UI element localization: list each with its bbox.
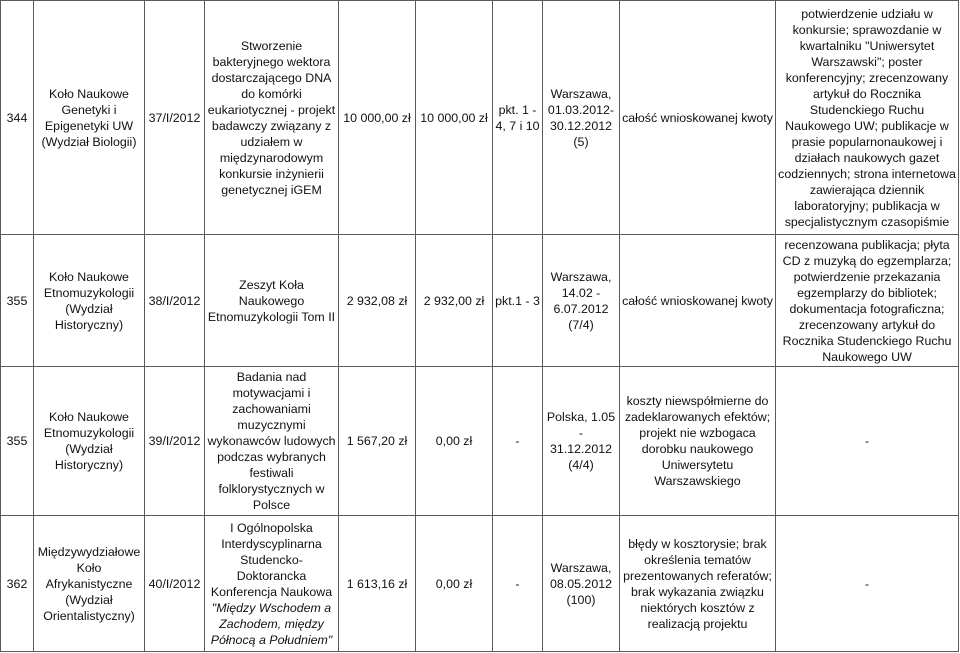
cell-project-title-line: festiwali	[249, 466, 294, 480]
cell-expected-outcome-line: -	[864, 434, 870, 448]
cell-project-title-line: Stworzenie	[240, 38, 303, 53]
cell-project-title-line: Konferencja Naukowa	[210, 584, 333, 599]
cell-expected-outcome-line: specjalistycznym czasopiśmie	[784, 214, 950, 229]
cell-amount-requested: 10 000,00 zł	[339, 1, 416, 235]
cell-funding-scope-line: dorobku naukowego	[641, 442, 754, 456]
cell-funding-scope-line: brak wykazania związku	[631, 584, 764, 599]
cell-organization	[34, 1, 145, 235]
cell-funding-scope-line: Uniwersytetu	[661, 458, 734, 472]
cell-expected-outcome-line: egzemplarzy do bibliotek;	[797, 285, 937, 300]
cell-place-date-line: 01.03.2012-	[547, 102, 615, 117]
cell-project-title-line: podczas wybranych	[217, 450, 326, 464]
cell-amount-granted: 0,00 zł	[416, 367, 493, 516]
cell-number: 362	[1, 516, 34, 652]
cell-place-date-line: Warszawa,	[550, 269, 612, 284]
cell-project-title-line: Zeszyt Koła	[239, 277, 304, 292]
cell-organization-line: Etnomuzykologii	[43, 285, 135, 300]
cell-place-date-line: 14.02 -	[561, 285, 601, 300]
cell-amount-granted: 2 932,00 zł	[416, 235, 493, 367]
cell-organization-line: Genetyki i	[61, 102, 117, 117]
cell-expected-outcome-line: kwartalniku "Uniwersytet	[799, 38, 935, 53]
cell-number: 355	[1, 367, 34, 516]
cell-project-title	[205, 516, 339, 652]
cell-number: 355	[1, 235, 34, 367]
cell-amount-requested: 1 613,16 zł	[339, 516, 416, 652]
cell-project-title-line: dostarczającego DNA	[211, 70, 332, 85]
cell-project-title-line: "Między Wschodem a	[211, 600, 332, 615]
cell-funding-scope-line: prezentowanych referatów;	[623, 568, 772, 583]
cell-organization-line: Koło Naukowe	[49, 269, 129, 284]
cell-project-title-line: Naukowego	[238, 293, 305, 308]
cell-place-date	[543, 516, 620, 652]
cell-organization-line: Koło	[76, 560, 102, 575]
cell-project-title-line: motywacjami i	[232, 386, 311, 400]
cell-project-title-line: folklorystycznych w	[218, 482, 325, 496]
cell-organization-line: Historyczny)	[54, 317, 124, 332]
table-row	[1, 516, 959, 652]
cell-number: 344	[1, 1, 34, 235]
cell-project-title-line: bakteryjnego wektora	[212, 54, 331, 69]
cell-place-date-line: 6.07.2012	[553, 301, 609, 316]
cell-place-date-line: 31.12.2012	[549, 442, 612, 456]
cell-organization-line: Historyczny)	[54, 458, 124, 472]
cell-reference: 38/I/2012	[145, 235, 205, 367]
cell-cost-items-line: pkt. 1 -	[498, 102, 537, 117]
cell-project-title-line: konkursie inżynierii	[219, 166, 324, 181]
cell-organization-line: Epigenetyki UW	[44, 118, 134, 133]
cell-expected-outcome	[776, 235, 959, 367]
cell-expected-outcome-line: prasie popularnonaukowej i	[791, 134, 943, 149]
cell-expected-outcome-line: recenzowana publikacja; płyta	[784, 237, 950, 252]
cell-organization-line: (Wydział	[65, 592, 113, 607]
table-row	[1, 235, 959, 367]
cell-project-title-line: międzynarodowym	[219, 150, 324, 165]
cell-place-date-line: 30.12.2012	[549, 118, 612, 133]
cell-funding-scope-line: projekt nie wzbogaca	[639, 426, 756, 440]
cell-funding-scope-line: całość wnioskowanej kwoty	[622, 110, 773, 125]
cell-organization-line: Międzywydziałowe	[37, 544, 141, 559]
cell-expected-outcome-line: laboratoryjny; publikacja w	[794, 198, 940, 213]
cell-expected-outcome	[776, 367, 959, 516]
cell-project-title-line: I Ogólnopolska	[230, 520, 313, 535]
cell-expected-outcome-line: artykuł do Rocznika	[812, 86, 922, 101]
cell-expected-outcome-line: CD z muzyką do egzemplarza;	[782, 253, 952, 268]
cell-project-title-line: zachowaniami	[232, 402, 311, 416]
cell-place-date-line: Warszawa,	[550, 86, 612, 101]
cell-organization	[34, 235, 145, 367]
cell-expected-outcome-line: zrecenzowany artykuł do	[798, 317, 936, 332]
cell-expected-outcome-line: konkursie; sprawozdanie w	[792, 22, 942, 37]
cell-project-title-line: Etnomuzykologii Tom II	[207, 309, 336, 324]
cell-organization	[34, 367, 145, 516]
table-row	[1, 367, 959, 516]
cell-project-title-line: genetycznej iGEM	[221, 182, 322, 197]
cell-project-title-line: Polsce	[252, 498, 291, 512]
cell-project-title	[205, 1, 339, 235]
cell-organization-line: (Wydział	[65, 301, 113, 316]
cell-organization-line: (Wydział Biologii)	[41, 134, 137, 149]
cell-expected-outcome-line: potwierdzenie udziału w	[801, 6, 933, 21]
table-row	[1, 1, 959, 235]
cell-project-title-line: wykonawców ludowych	[207, 434, 336, 448]
cell-funding-scope-line: określenia tematów	[644, 552, 751, 567]
cell-amount-granted: 10 000,00 zł	[416, 1, 493, 235]
cell-organization	[34, 516, 145, 652]
cell-expected-outcome-line: potwierdzenie przekazania	[793, 269, 941, 284]
cell-funding-scope	[620, 1, 776, 235]
cell-funding-scope-line: całość wnioskowanej kwoty	[622, 293, 773, 308]
cell-funding-scope	[620, 235, 776, 367]
cell-funding-scope	[620, 516, 776, 652]
cell-place-date	[543, 1, 620, 235]
cell-project-title-line: udziałem w	[240, 134, 303, 149]
cell-place-date-line: Warszawa,	[550, 560, 612, 575]
cell-place-date-line: Polska, 1.05 -	[546, 410, 616, 440]
cell-cost-items	[493, 516, 543, 652]
cell-expected-outcome-line: działach naukowych gazet	[794, 150, 940, 165]
cell-project-title	[205, 367, 339, 516]
cell-place-date	[543, 235, 620, 367]
cell-cost-items	[493, 1, 543, 235]
cell-expected-outcome-line: Studenckiego Ruchu	[809, 102, 925, 117]
cell-expected-outcome-line: Naukowego UW; publikacje w	[785, 118, 949, 133]
cell-project-title-line: Zachodem, między	[219, 616, 324, 631]
table-body	[1, 1, 959, 652]
cell-place-date-line: (5)	[573, 134, 589, 149]
cell-funding-scope-line: zadeklarowanych efektów;	[624, 410, 771, 424]
cell-amount-requested: 2 932,08 zł	[339, 235, 416, 367]
cell-place-date-line: (100)	[566, 592, 596, 607]
cell-cost-items-line: pkt.1 - 3	[495, 293, 540, 308]
cell-funding-scope-line: koszty niewspółmierne do	[626, 394, 769, 408]
cell-expected-outcome-line: Rocznika Studenckiego Ruchu	[782, 333, 952, 348]
cell-expected-outcome-line: konferencyjny; zrecenzowany	[785, 70, 949, 85]
cell-project-title	[205, 235, 339, 367]
cell-organization-line: (Wydział	[65, 442, 113, 456]
cell-expected-outcome-line: -	[864, 576, 870, 591]
cell-funding-scope-line: błędy w kosztorysie; brak	[628, 536, 767, 551]
cell-amount-requested: 1 567,20 zł	[339, 367, 416, 516]
cell-reference: 40/I/2012	[145, 516, 205, 652]
cell-place-date-line: (7/4)	[568, 317, 594, 332]
cell-expected-outcome-line: Warszawski"; poster	[811, 54, 923, 69]
cell-project-title-line: eukariotycznej - projekt	[207, 102, 336, 117]
cell-project-title-line: Studencko-	[240, 552, 303, 567]
cell-expected-outcome-line: Naukowego UW	[822, 349, 912, 364]
cell-cost-items-line: -	[515, 434, 520, 448]
cell-organization-line: Koło Naukowe	[49, 86, 129, 101]
cell-amount-granted: 0,00 zł	[416, 516, 493, 652]
cell-funding-scope-line: Warszawskiego	[654, 474, 741, 488]
cell-funding-scope-line: realizacją projektu	[647, 616, 748, 631]
cell-place-date-line: (4/4)	[568, 458, 594, 472]
cell-place-date-line: 08.05.2012	[549, 576, 612, 591]
cell-cost-items-line: 4, 7 i 10	[495, 118, 540, 133]
cell-organization-line: Afrykanistyczne	[45, 576, 133, 591]
cell-project-title-line: Doktorancka	[236, 568, 307, 583]
cell-reference: 39/I/2012	[145, 367, 205, 516]
cell-funding-scope	[620, 367, 776, 516]
cell-project-title-line: badawczy związany z	[211, 118, 332, 133]
cell-project-title-line: do komórki	[241, 86, 302, 101]
cell-cost-items	[493, 367, 543, 516]
cell-project-title-line: muzycznymi	[237, 418, 306, 432]
cell-project-title-line: Badania nad	[236, 370, 307, 384]
cell-expected-outcome-line: dokumentacja fotograficzna;	[789, 301, 945, 316]
cell-funding-scope-line: niektórych kosztów z	[640, 600, 755, 615]
cell-expected-outcome-line: zawierająca dziennik	[809, 182, 925, 197]
cell-expected-outcome	[776, 1, 959, 235]
cell-cost-items	[493, 235, 543, 367]
cell-reference: 37/I/2012	[145, 1, 205, 235]
cell-place-date	[543, 367, 620, 516]
cell-expected-outcome-line: codziennych; strona internetowa	[778, 166, 956, 181]
cell-expected-outcome	[776, 516, 959, 652]
cell-organization-line: Koło Naukowe	[49, 410, 129, 424]
cell-organization-line: Orientalistyczny)	[43, 608, 135, 623]
cell-organization-line: Etnomuzykologii	[43, 426, 135, 440]
cell-project-title-line: Północą a Południem"	[210, 632, 333, 647]
cell-project-title-line: Interdyscyplinarna	[221, 536, 322, 551]
cell-cost-items-line: -	[515, 576, 520, 591]
